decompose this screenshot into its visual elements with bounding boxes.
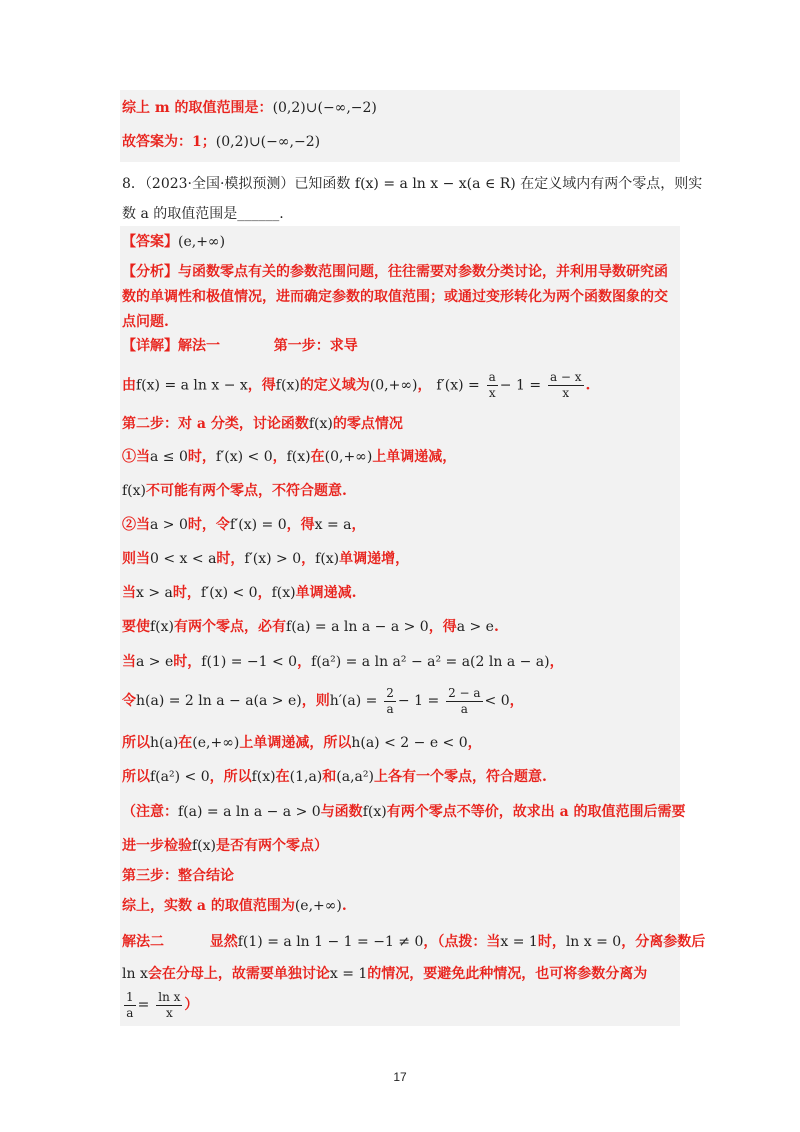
note-line-2: 进一步检验f(x)是否有两个零点） (122, 838, 329, 854)
fraction-2-minus-a-over-a: $\frac{2 - a}{a}$ (448, 685, 481, 716)
derivative-line: 由f(x) = a ln x − x，得f(x)的定义域为(0,+∞)， f′(x) = $\frac{a}{x}$ − 1 = $\frac{a - x}{x}$ . (122, 370, 591, 400)
case2-decreasing: 当x > a时，f′(x) < 0，f(x)单调递减. (122, 585, 357, 601)
analysis-line-1: 【分析】与函数零点有关的参数范围问题，往往需要对参数分类讨论，并利用导数研究函 (122, 264, 668, 280)
analysis-line-2: 数的单调性和极值情况，进而确定参数的取值范围；或通过变形转化为两个函数图象的交 (122, 289, 668, 305)
fraction-a-over-x: $\frac{a}{x}$ (488, 370, 496, 400)
question-line-2: 数 a 的取值范围是______. (122, 206, 284, 222)
question-line-1: 8．（2023·全国·模拟预测）已知函数 f(x) = a ln x − x(a ∈ R) 在定义域内有两个零点，则实 (122, 176, 703, 192)
method2-line-3: $\frac{1}{a}$ = $\frac{\text{ln x}}{x}$ ） (126, 989, 199, 1020)
fraction-1-over-a: $\frac{1}{a}$ (126, 989, 134, 1020)
case2-h-decreasing: 所以h(a)在(e,+∞)上单调递减，所以h(a) < 2 − e < 0， (122, 735, 482, 751)
analysis-line-3: 点问题. (122, 314, 169, 330)
case2-increasing: 则当0 < x < a时，f′(x) > 0，f(x)单调递增， (122, 551, 410, 567)
case2-h-function: 令h(a) = 2 ln a − a(a > e)，则h′(a) = $\frac{2}{a}$ − 1 = $\frac{2 - a}{a}$ < 0， (122, 685, 524, 716)
method2-line-2: ln x会在分母上，故需要单独讨论x = 1的情况，要避免此种情况，也可将参数分离为 (122, 966, 648, 982)
case2-condition: 要使f(x)有两个零点，必有f(a) = a ln a − a > 0，得a > e. (122, 619, 499, 635)
method2-line-1: 解法二 显然f(1) = a ln 1 − 1 = −1 ≠ 0，（点拨：当x = 1时，ln x = 0，分离参数后 (122, 934, 706, 950)
case1-conclusion: f(x)不可能有两个零点，不符合题意. (122, 483, 347, 499)
case2-zeros: 所以f(a²) < 0，所以f(x)在(1,a)和(a,a²)上各有一个零点，符合题意. (122, 769, 547, 785)
detail-header: 【详解】解法一 第一步：求导 (122, 338, 358, 354)
answer-line: 【答案】(e,+∞) (122, 234, 226, 250)
fraction-2-over-a: $\frac{2}{a}$ (386, 685, 394, 716)
step2-line: 第二步：对 a 分类，讨论函数f(x)的零点情况 (122, 416, 403, 432)
top-line-1: 综上 m 的取值范围是：(0,2)∪(−∞,−2) (122, 100, 377, 116)
page-number: 17 (393, 1070, 407, 1084)
fraction-a-minus-x-over-x: $\frac{a - x}{x}$ (549, 370, 582, 400)
fraction-lnx-over-x: $\frac{\text{ln x}}{x}$ (158, 989, 181, 1020)
conclusion-line: 综上，实数 a 的取值范围为(e,+∞). (122, 898, 347, 914)
note-line-1: （注意：f(a) = a ln a − a > 0与函数f(x)有两个零点不等价，故求出 a 的取值范围后需要 (122, 804, 686, 820)
top-line-2: 故答案为：1；(0,2)∪(−∞,−2) (122, 134, 321, 150)
step3-line: 第三步：整合结论 (122, 868, 234, 884)
case1-line: ①当a ≤ 0时，f′(x) < 0，f(x)在(0,+∞)上单调递减， (122, 449, 457, 465)
case2-line: ②当a > 0时，令f′(x) = 0，得x = a， (122, 517, 366, 533)
case2-check-values: 当a > e时，f(1) = −1 < 0，f(a²) = a ln a² − a² = a(2 ln a − a)， (122, 654, 564, 670)
